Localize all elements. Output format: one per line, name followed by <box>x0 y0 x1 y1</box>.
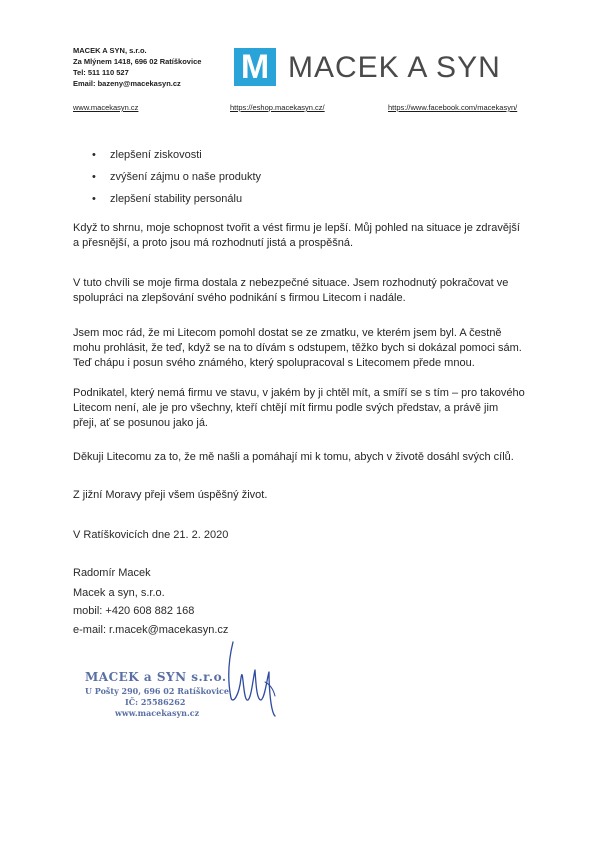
signer-name: Radomír Macek <box>73 567 151 579</box>
company-name: MACEK A SYN, s.r.o. <box>73 46 147 55</box>
facebook-link[interactable]: https://www.facebook.com/macekasyn/ <box>388 103 518 112</box>
date-line: V Ratíškovicích dne 21. 2. 2020 <box>73 529 229 541</box>
list-item: • zvýšení zájmu o naše produkty <box>92 170 261 192</box>
stamp-address: U Pošty 290, 696 02 Ratíškovice <box>85 686 229 696</box>
signer-email: e-mail: r.macek@macekasyn.cz <box>73 624 229 636</box>
company-phone: Tel: 511 110 527 <box>73 68 129 77</box>
paragraph-line: Litecom není, ale je pro všechny, kteří chtějí mít firmu podle svých představ, a právě jim <box>73 402 499 414</box>
paragraph-line: Teď chápu i posun svého známého, který spolupracoval s Litecomem přede mnou. <box>73 357 475 369</box>
paragraph-line: Podnikatel, který nemá firmu ve stavu, v jakém by ji chtěl mít, a smíří se s tím – pro takového <box>73 387 525 399</box>
website-link[interactable]: www.macekasyn.cz <box>73 103 139 112</box>
list-item: • zlepšení ziskovosti <box>92 148 261 170</box>
company-address-block <box>73 45 201 89</box>
benefits-list <box>92 148 261 214</box>
signer-mobile: mobil: +420 608 882 168 <box>73 605 195 617</box>
logo-letter: M <box>240 48 270 86</box>
handwritten-signature <box>225 638 305 718</box>
paragraph-line: přeji, ať se posunou jako já. <box>73 417 208 429</box>
paragraph-line: mohu prohlásit, že teď, když se na to dívám s odstupem, těžko bych si dokázal pomoci sám. <box>73 342 522 354</box>
paragraph-line: V tuto chvíli se moje firma dostala z nebezpečné situace. Jsem rozhodnutý pokračovat ve <box>73 277 509 289</box>
paragraph-entrepreneur <box>73 386 553 431</box>
stamp-company-name: MACEK a SYN s.r.o. <box>85 670 227 684</box>
paragraph-situation <box>73 276 553 306</box>
stamp-website: www.macekasyn.cz <box>115 708 200 718</box>
paragraph-greeting <box>73 488 553 503</box>
company-address: Za Mlýnem 1418, 696 02 Ratíškovice <box>73 57 202 66</box>
paragraph-summary <box>73 221 553 251</box>
paragraph-line: Z jižní Moravy přeji všem úspěšný život. <box>73 489 268 501</box>
company-stamp <box>85 670 229 718</box>
paragraph-thanks-help <box>73 326 553 371</box>
paragraph-line: Když to shrnu, moje schopnost tvořit a vést firmu je lepší. Můj pohled na situace je zdravější <box>73 222 520 234</box>
logo-wordmark: MACEK A SYN <box>288 51 501 84</box>
company-email: Email: bazeny@macekasyn.cz <box>73 79 181 88</box>
eshop-link[interactable]: https://eshop.macekasyn.cz/ <box>230 103 325 112</box>
signer-company: Macek a syn, s.r.o. <box>73 587 165 599</box>
list-item: • zlepšení stability personálu <box>92 192 261 214</box>
stamp-ico: IČ: 25586262 <box>125 697 186 707</box>
paragraph-line: spolupráci na zlepšování svého podnikání s firmou Litecom i nadále. <box>73 292 406 304</box>
paragraph-gratitude <box>73 450 553 465</box>
paragraph-line: Jsem moc rád, že mi Litecom pomohl dostat se ze zmatku, ve kterém jsem byl. A čestně <box>73 327 502 339</box>
paragraph-line: Děkuji Litecomu za to, že mě našli a pomáhají mi k tomu, abych v životě dosáhl svých cílů. <box>73 451 514 463</box>
logo-icon <box>234 48 276 86</box>
paragraph-line: a přesnější, a proto jsou má rozhodnutí jistá a prospěšná. <box>73 237 354 249</box>
